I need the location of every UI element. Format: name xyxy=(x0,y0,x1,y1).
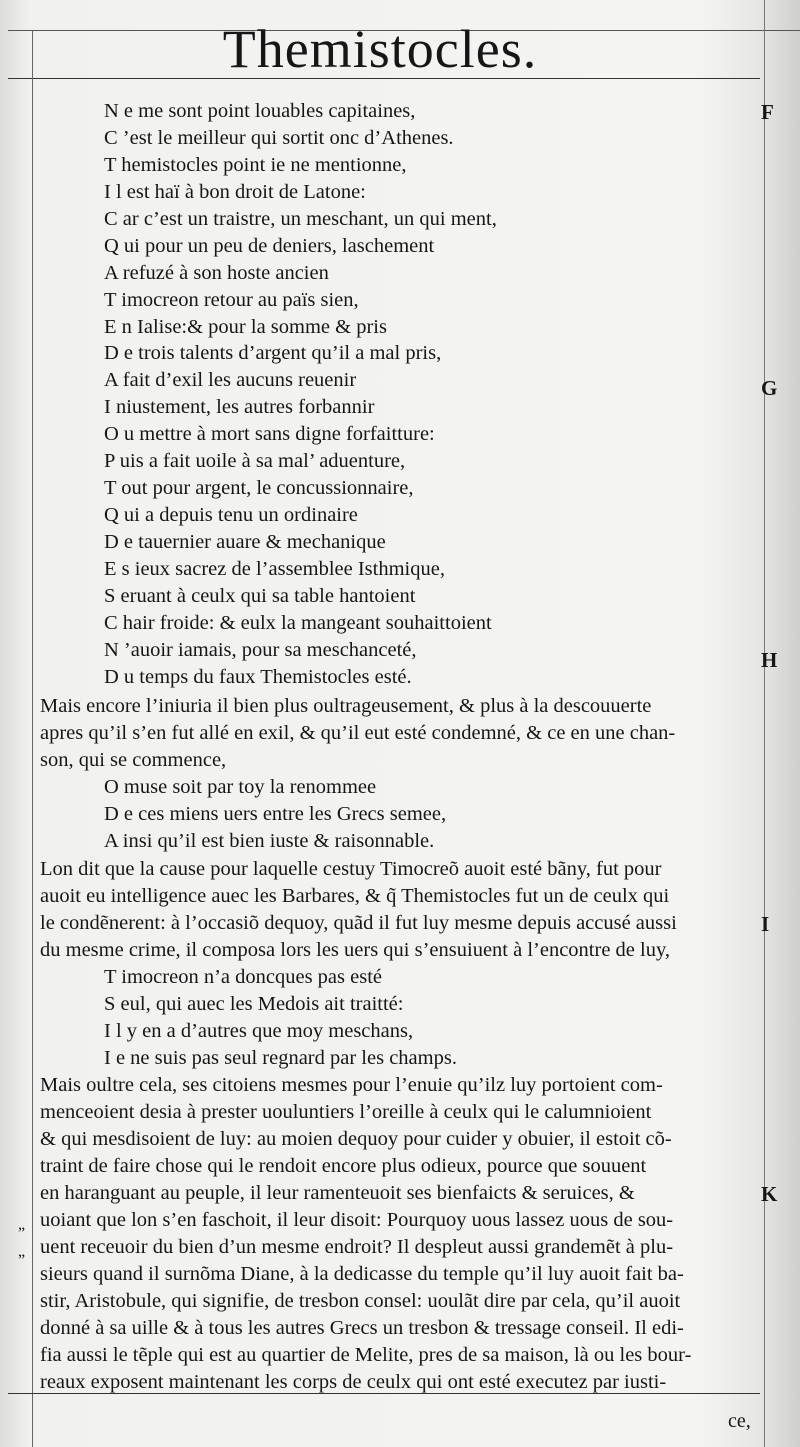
prose-line: Lon dit que la cause pour laquelle cestuy Timocreõ auoit esté bãny, fut pour xyxy=(40,858,662,880)
verse-line: S eul, qui auec les Medois ait traitté: xyxy=(104,993,404,1015)
verse-line: E n Ialise:& pour la somme & pris xyxy=(104,316,387,338)
margin-letter-f: F xyxy=(761,100,774,124)
prose-line: traint de faire chose qui le rendoit encore plus odieux, pource que souuent xyxy=(40,1155,647,1177)
verse-line: C ’est le meilleur qui sortit onc d’Athenes. xyxy=(104,127,454,149)
verse-line: D e ces miens uers entre les Grecs semee, xyxy=(104,803,447,825)
margin-letter-g: G xyxy=(761,376,778,400)
verse-line: O muse soit par toy la renommee xyxy=(104,776,377,798)
quote-mark: „ xyxy=(18,1243,26,1260)
quote-mark: „ xyxy=(18,1216,26,1233)
prose-line: uoiant que lon s’en faschoit, il leur disoit: Pourquoy uous lassez uous de sou- xyxy=(40,1209,674,1231)
verse-line: I niustement, les autres forbannir xyxy=(104,396,375,418)
catchword: ce, xyxy=(728,1410,751,1432)
prose-line: du mesme crime, il composa lors les uers qui s’ensuiuent à l’encontre de luy, xyxy=(40,939,671,961)
verse-line: E s ieux sacrez de l’assemblee Isthmique, xyxy=(104,558,445,580)
verse-line: D e tauernier auare & mechanique xyxy=(104,531,386,553)
prose-line: en haranguant au peuple, il leur ramenteuoit ses bienfaicts & seruices, & xyxy=(40,1182,635,1204)
prose-line: stir, Aristobule, qui signifie, de tresbon consel: uoulãt dire par cela, qu’il auoit xyxy=(40,1290,681,1312)
margin-letter-h: H xyxy=(761,648,778,672)
prose-line: menceoient desia à prester uouluntiers l’oreille à ceulx qui le calumnioient xyxy=(40,1101,652,1123)
verse-line: I l est haï à bon droit de Latone: xyxy=(104,181,366,203)
verse-line: A insi qu’il est bien iuste & raisonnable. xyxy=(104,830,435,852)
prose-line: sieurs quand il surnõma Diane, à la dedicasse du temple qu’il luy auoit fait ba- xyxy=(40,1263,684,1285)
verse-line: T imocreon n’a doncques pas esté xyxy=(104,966,382,988)
verse-line: S eruant à ceulx qui sa table hantoient xyxy=(104,585,416,607)
verse-line: Q ui pour un peu de deniers, laschement xyxy=(104,235,435,257)
verse-line: N ’auoir iamais, pour sa meschanceté, xyxy=(104,639,417,661)
verse-line: T imocreon retour au païs sien, xyxy=(104,289,359,311)
prose-line: son, qui se commence, xyxy=(40,749,227,771)
prose-line: fia aussi le tẽple qui est au quartier de Melite, pres de sa maison, là ou les bour- xyxy=(40,1344,692,1366)
verse-line: T out pour argent, le concussionnaire, xyxy=(104,477,414,499)
prose-line: & qui mesdisoient de luy: au moien dequoy pour cuider y obuier, il estoit cõ- xyxy=(40,1128,672,1150)
verse-line: T hemistocles point ie ne mentionne, xyxy=(104,154,407,176)
prose-line: donné à sa uille & à tous les autres Grecs un tresbon & tressage conseil. Il edi- xyxy=(40,1317,684,1339)
verse-line: I l y en a d’autres que moy meschans, xyxy=(104,1020,414,1042)
verse-line: A refuzé à son hoste ancien xyxy=(104,262,329,284)
verse-line: D e trois talents d’argent qu’il a mal pris, xyxy=(104,342,442,364)
page-title: Themistocles. xyxy=(222,19,538,79)
verse-line: A fait d’exil les aucuns reuenir xyxy=(104,369,357,391)
verse-line: P uis a fait uoile à sa mal’ aduenture, xyxy=(104,450,406,472)
right-margin-rule xyxy=(764,0,765,1447)
verse-line: I e ne suis pas seul regnard par les champs. xyxy=(104,1047,457,1069)
prose-line: uent receuoir du bien d’un mesme endroit? Il despleut aussi grandemẽt à plu- xyxy=(40,1236,674,1258)
verse-line: C hair froide: & eulx la mangeant souhaittoient xyxy=(104,612,492,634)
margin-letter-k: K xyxy=(761,1182,778,1206)
verse-line: N e me sont point louables capitaines, xyxy=(104,100,416,122)
prose-line: reaux exposent maintenant les corps de ceulx qui ont esté executez par iusti- xyxy=(40,1371,667,1393)
prose-line: le condẽnerent: à l’occasiõ dequoy, quãd il fut luy mesme depuis accusé aussi xyxy=(40,912,677,934)
margin-letter-i: I xyxy=(761,912,770,936)
verse-line: D u temps du faux Themistocles esté. xyxy=(104,666,412,688)
verse-line: O u mettre à mort sans digne forfaitture: xyxy=(104,423,435,445)
prose-line: auoit eu intelligence auec les Barbares, & q̃ Themistocles fut un de ceulx qui xyxy=(40,885,670,907)
prose-line: Mais encore l’iniuria il bien plus oultrageusement, & plus à la descouuerte xyxy=(40,695,652,717)
prose-line: Mais oultre cela, ses citoiens mesmes pour l’enuie qu’ilz luy portoient com- xyxy=(40,1074,663,1096)
left-margin-rule xyxy=(32,30,33,1447)
verse-line: Q ui a depuis tenu un ordinaire xyxy=(104,504,358,526)
verse-line: C ar c’est un traistre, un meschant, un qui ment, xyxy=(104,208,497,230)
prose-line: apres qu’il s’en fut allé en exil, & qu’il eut esté condemné, & ce en une chan- xyxy=(40,722,676,744)
